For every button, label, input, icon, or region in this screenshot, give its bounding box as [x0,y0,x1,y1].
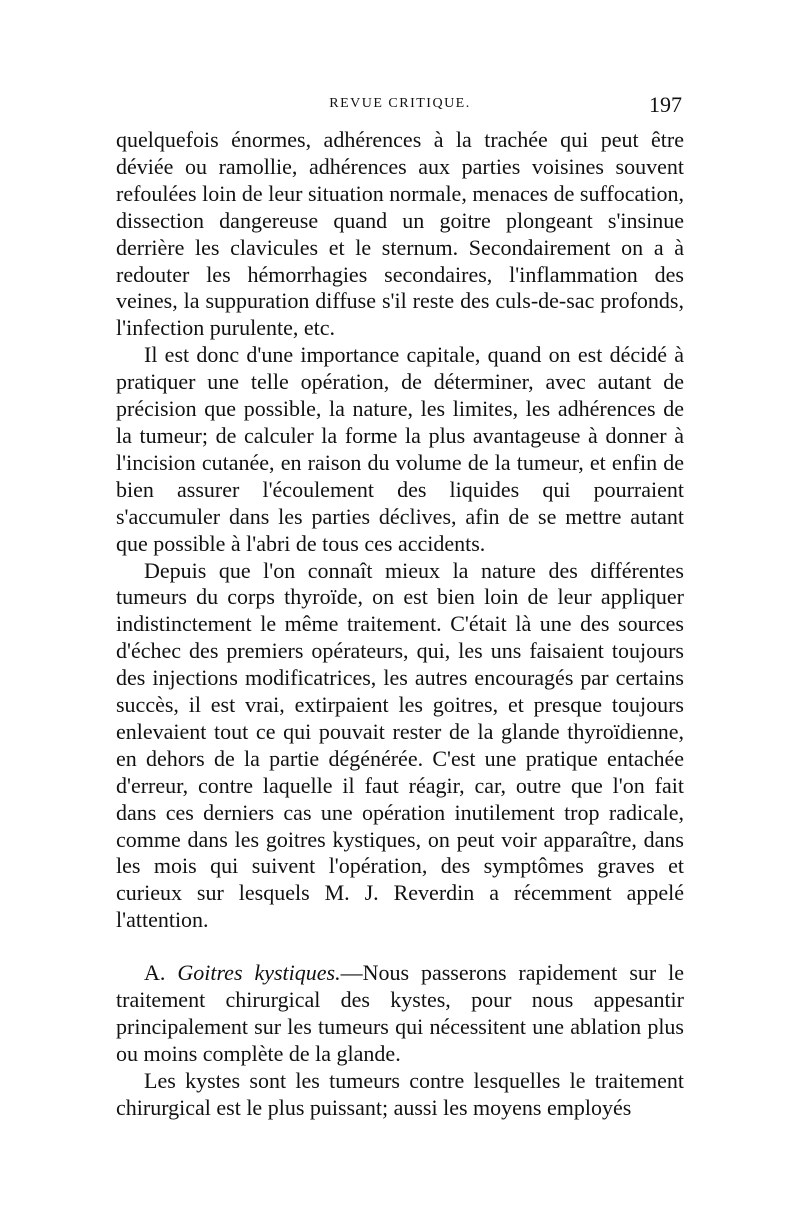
section-text: —Nous passerons rapidement sur le traitement chirurgical des kystes, pour nous appesantir principalement sur les tumeurs qui nécessitent une ablation plus ou moins complète de la glande. [116,960,685,1066]
paragraph-importance: Il est donc d'une importance capitale, quand on est décidé à pratiquer une telle opération, de déterminer, avec autant de précision que possible, la nature, les limites, les adhérences de la tumeur; de calculer la forme la plus avantageuse à donner à l'incision cutanée, en raison du volume de la tumeur, et enfin de bien assurer l'écoulement des liquides qui pourraient s'accumuler dans les parties déclives, afin de se mettre autant que possible à l'abri de tous ces accidents. [116,342,684,556]
body-text [116,127,684,1122]
running-header [0,92,800,116]
page-number: 197 [649,92,682,117]
section-goitres-kystiques [116,960,684,1068]
section-title: Goitres kystiques. [177,960,341,986]
section-label: A. [144,960,166,986]
paragraph-kystes: Les kystes sont les tumeurs contre lesquelles le traitement chirurgical est le plus puissant; aussi les moyens employés [116,1067,684,1120]
paragraph-treatment: Depuis que l'on connaît mieux la nature des différentes tumeurs du corps thyroïde, on est bien loin de leur appliquer indistinctement le même traitement. C'était là une des sources d'échec des premiers opérateurs, qui, les uns faisaient toujours des injections modificatrices, les autres encouragés par certains succès, il est vrai, extirpaient les goitres, et presque toujours enlevaient tout ce qui pouvait rester de la glande thyroïdienne, en dehors de la partie dégénérée. C'est une pratique entachée d'erreur, contre laquelle il faut réagir, car, outre que l'on fait dans ces derniers cas une opération inutilement trop radicale, comme dans les goitres kystiques, on peut voir apparaître, dans les mois qui suivent l'opération, des symptômes graves et curieux sur lesquels M. J. Reverdin a récemment appelé l'attention. [116,557,684,933]
running-title: REVUE CRITIQUE. [329,96,471,111]
paragraph-continuation: quelquefois énormes, adhérences à la trachée qui peut être déviée ou ramollie, adhérences aux parties voisines souvent refoulées loin de leur situation normale, menaces de suffocation, dissection dangereuse quand un goitre plongeant s'insinue derrière les clavicules et le sternum. Secondairement on a à redouter les hémorrhagies secondaires, l'inflammation des veines, la suppuration diffuse s'il reste des culs-de-sac profonds, l'infection purulente, etc. [116,127,684,341]
